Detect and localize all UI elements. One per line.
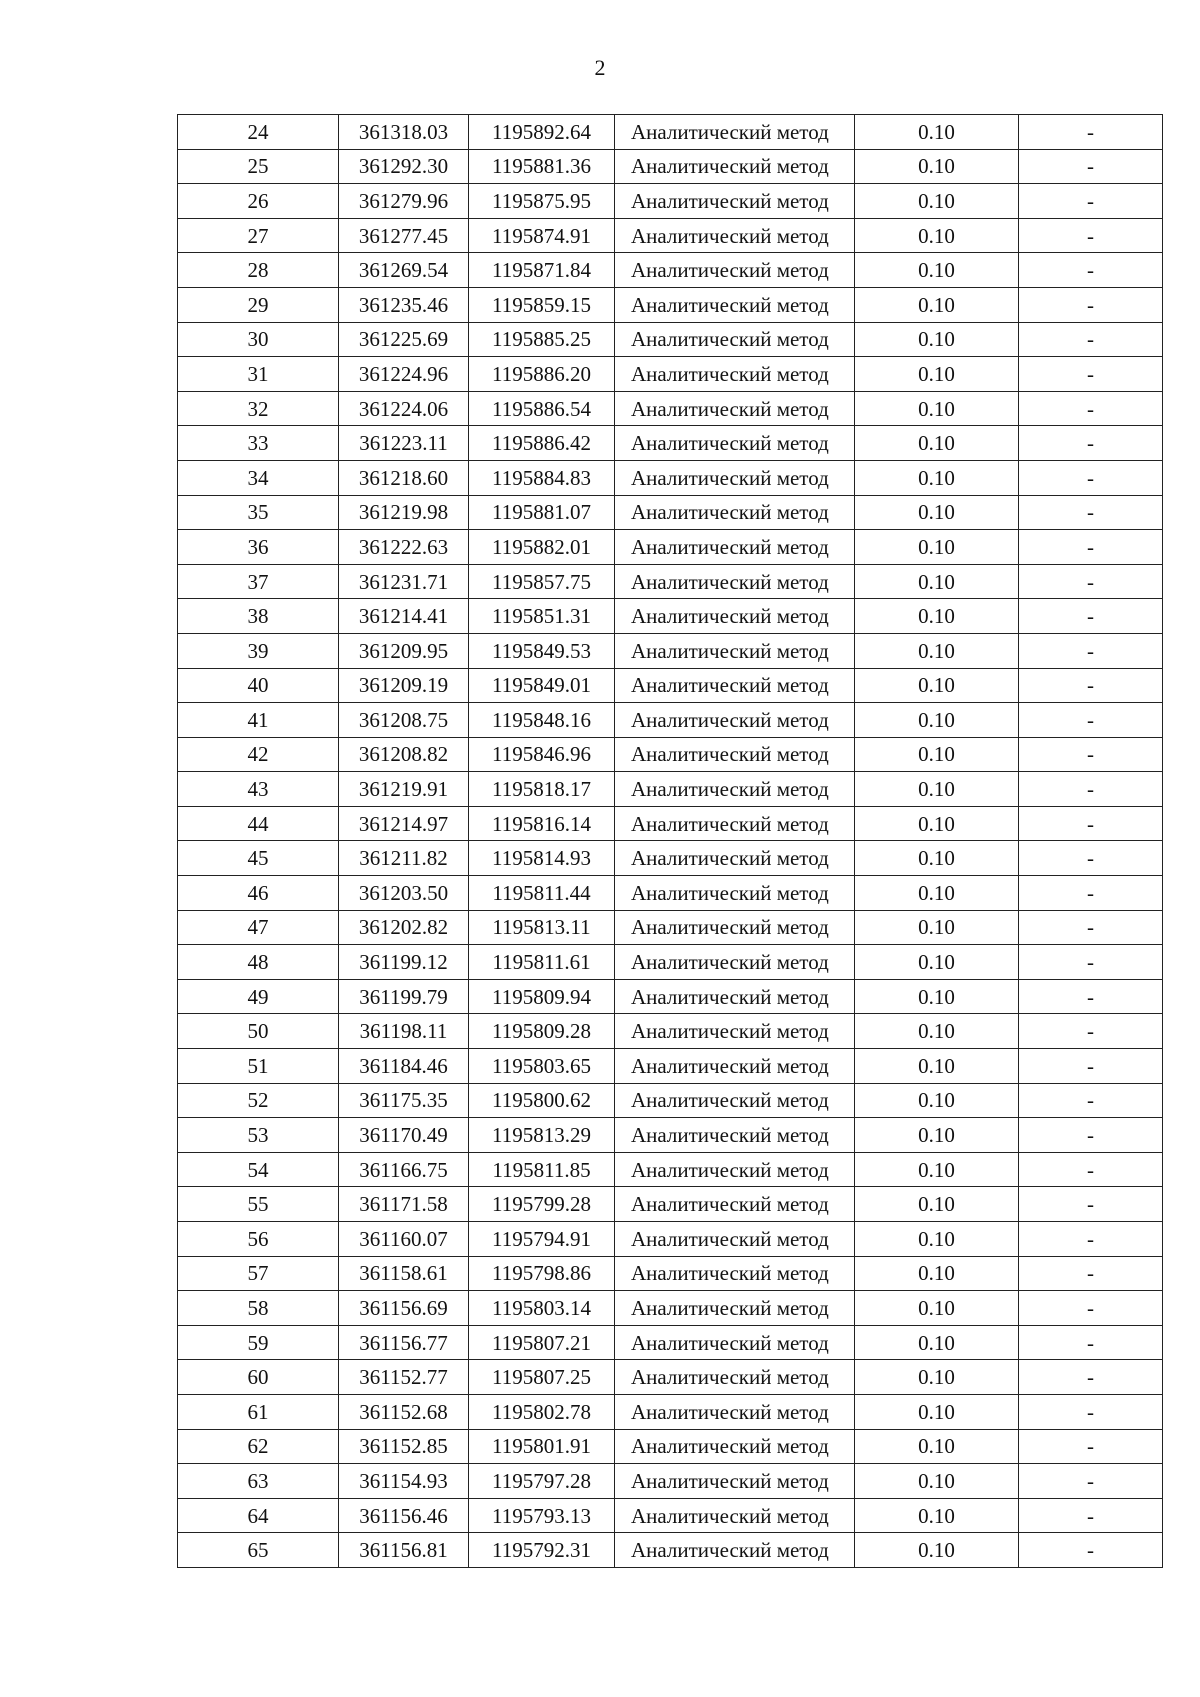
note-cell: - [1019,772,1163,807]
note-cell: - [1019,115,1163,150]
y-coordinate-cell: 1195886.42 [469,426,615,461]
y-coordinate-cell: 1195846.96 [469,737,615,772]
method-cell: Аналитический метод [615,1152,855,1187]
table-row [178,1394,1163,1429]
y-coordinate-cell: 1195848.16 [469,703,615,738]
x-coordinate-cell: 361198.11 [339,1014,469,1049]
note-cell: - [1019,184,1163,219]
accuracy-cell: 0.10 [855,357,1019,392]
x-coordinate-cell: 361209.19 [339,668,469,703]
table-row [178,703,1163,738]
method-cell: Аналитический метод [615,633,855,668]
table-row [178,979,1163,1014]
table-row [178,599,1163,634]
note-cell: - [1019,322,1163,357]
y-coordinate-cell: 1195816.14 [469,806,615,841]
y-coordinate-cell: 1195798.86 [469,1256,615,1291]
method-cell: Аналитический метод [615,530,855,565]
point-number-cell: 54 [178,1152,339,1187]
y-coordinate-cell: 1195885.25 [469,322,615,357]
accuracy-cell: 0.10 [855,253,1019,288]
coordinates-table-body [178,115,1163,1568]
table-row [178,184,1163,219]
point-number-cell: 52 [178,1083,339,1118]
x-coordinate-cell: 361208.82 [339,737,469,772]
y-coordinate-cell: 1195811.85 [469,1152,615,1187]
table-row [178,1291,1163,1326]
note-cell: - [1019,1256,1163,1291]
note-cell: - [1019,737,1163,772]
point-number-cell: 40 [178,668,339,703]
x-coordinate-cell: 361175.35 [339,1083,469,1118]
point-number-cell: 37 [178,564,339,599]
method-cell: Аналитический метод [615,1118,855,1153]
point-number-cell: 56 [178,1222,339,1257]
point-number-cell: 30 [178,322,339,357]
x-coordinate-cell: 361218.60 [339,460,469,495]
point-number-cell: 39 [178,633,339,668]
point-number-cell: 46 [178,876,339,911]
point-number-cell: 24 [178,115,339,150]
table-row [178,115,1163,150]
note-cell: - [1019,668,1163,703]
accuracy-cell: 0.10 [855,1360,1019,1395]
table-row [178,1498,1163,1533]
note-cell: - [1019,1152,1163,1187]
y-coordinate-cell: 1195800.62 [469,1083,615,1118]
y-coordinate-cell: 1195802.78 [469,1394,615,1429]
method-cell: Аналитический метод [615,1049,855,1084]
table-row [178,876,1163,911]
accuracy-cell: 0.10 [855,1291,1019,1326]
note-cell: - [1019,1083,1163,1118]
x-coordinate-cell: 361277.45 [339,218,469,253]
x-coordinate-cell: 361166.75 [339,1152,469,1187]
point-number-cell: 64 [178,1498,339,1533]
x-coordinate-cell: 361156.81 [339,1533,469,1568]
method-cell: Аналитический метод [615,1498,855,1533]
method-cell: Аналитический метод [615,495,855,530]
note-cell: - [1019,530,1163,565]
accuracy-cell: 0.10 [855,876,1019,911]
accuracy-cell: 0.10 [855,979,1019,1014]
table-row [178,1360,1163,1395]
note-cell: - [1019,599,1163,634]
method-cell: Аналитический метод [615,772,855,807]
table-row [178,910,1163,945]
y-coordinate-cell: 1195807.25 [469,1360,615,1395]
y-coordinate-cell: 1195859.15 [469,287,615,322]
table-row [178,945,1163,980]
method-cell: Аналитический метод [615,287,855,322]
y-coordinate-cell: 1195881.36 [469,149,615,184]
note-cell: - [1019,1014,1163,1049]
method-cell: Аналитический метод [615,253,855,288]
x-coordinate-cell: 361318.03 [339,115,469,150]
accuracy-cell: 0.10 [855,495,1019,530]
method-cell: Аналитический метод [615,460,855,495]
point-number-cell: 33 [178,426,339,461]
table-row [178,530,1163,565]
table-row [178,806,1163,841]
method-cell: Аналитический метод [615,218,855,253]
x-coordinate-cell: 361292.30 [339,149,469,184]
note-cell: - [1019,1118,1163,1153]
note-cell: - [1019,564,1163,599]
note-cell: - [1019,910,1163,945]
accuracy-cell: 0.10 [855,633,1019,668]
note-cell: - [1019,1533,1163,1568]
point-number-cell: 49 [178,979,339,1014]
table-row [178,253,1163,288]
note-cell: - [1019,945,1163,980]
note-cell: - [1019,806,1163,841]
method-cell: Аналитический метод [615,1083,855,1118]
note-cell: - [1019,1429,1163,1464]
method-cell: Аналитический метод [615,1394,855,1429]
accuracy-cell: 0.10 [855,1152,1019,1187]
x-coordinate-cell: 361152.68 [339,1394,469,1429]
x-coordinate-cell: 361156.46 [339,1498,469,1533]
x-coordinate-cell: 361235.46 [339,287,469,322]
y-coordinate-cell: 1195871.84 [469,253,615,288]
accuracy-cell: 0.10 [855,1083,1019,1118]
x-coordinate-cell: 361171.58 [339,1187,469,1222]
accuracy-cell: 0.10 [855,945,1019,980]
note-cell: - [1019,633,1163,668]
accuracy-cell: 0.10 [855,564,1019,599]
accuracy-cell: 0.10 [855,703,1019,738]
y-coordinate-cell: 1195809.28 [469,1014,615,1049]
table-row [178,391,1163,426]
table-row [178,495,1163,530]
accuracy-cell: 0.10 [855,1014,1019,1049]
x-coordinate-cell: 361211.82 [339,841,469,876]
table-row [178,1014,1163,1049]
method-cell: Аналитический метод [615,391,855,426]
table-row [178,1187,1163,1222]
point-number-cell: 50 [178,1014,339,1049]
y-coordinate-cell: 1195792.31 [469,1533,615,1568]
note-cell: - [1019,495,1163,530]
y-coordinate-cell: 1195794.91 [469,1222,615,1257]
x-coordinate-cell: 361279.96 [339,184,469,219]
table-row [178,772,1163,807]
y-coordinate-cell: 1195797.28 [469,1464,615,1499]
method-cell: Аналитический метод [615,322,855,357]
method-cell: Аналитический метод [615,876,855,911]
point-number-cell: 44 [178,806,339,841]
accuracy-cell: 0.10 [855,1533,1019,1568]
table-row [178,1429,1163,1464]
x-coordinate-cell: 361160.07 [339,1222,469,1257]
method-cell: Аналитический метод [615,357,855,392]
note-cell: - [1019,1360,1163,1395]
table-row [178,1152,1163,1187]
point-number-cell: 26 [178,184,339,219]
x-coordinate-cell: 361156.69 [339,1291,469,1326]
note-cell: - [1019,391,1163,426]
point-number-cell: 51 [178,1049,339,1084]
accuracy-cell: 0.10 [855,1256,1019,1291]
note-cell: - [1019,149,1163,184]
y-coordinate-cell: 1195886.54 [469,391,615,426]
note-cell: - [1019,253,1163,288]
x-coordinate-cell: 361184.46 [339,1049,469,1084]
x-coordinate-cell: 361224.06 [339,391,469,426]
note-cell: - [1019,287,1163,322]
method-cell: Аналитический метод [615,1360,855,1395]
accuracy-cell: 0.10 [855,772,1019,807]
accuracy-cell: 0.10 [855,149,1019,184]
point-number-cell: 27 [178,218,339,253]
point-number-cell: 48 [178,945,339,980]
point-number-cell: 65 [178,1533,339,1568]
method-cell: Аналитический метод [615,599,855,634]
table-row [178,357,1163,392]
x-coordinate-cell: 361231.71 [339,564,469,599]
accuracy-cell: 0.10 [855,287,1019,322]
y-coordinate-cell: 1195811.61 [469,945,615,980]
point-number-cell: 59 [178,1325,339,1360]
x-coordinate-cell: 361208.75 [339,703,469,738]
y-coordinate-cell: 1195886.20 [469,357,615,392]
point-number-cell: 32 [178,391,339,426]
accuracy-cell: 0.10 [855,599,1019,634]
x-coordinate-cell: 361269.54 [339,253,469,288]
y-coordinate-cell: 1195809.94 [469,979,615,1014]
x-coordinate-cell: 361222.63 [339,530,469,565]
table-row [178,149,1163,184]
accuracy-cell: 0.10 [855,737,1019,772]
note-cell: - [1019,1464,1163,1499]
y-coordinate-cell: 1195892.64 [469,115,615,150]
accuracy-cell: 0.10 [855,1464,1019,1499]
accuracy-cell: 0.10 [855,1187,1019,1222]
point-number-cell: 55 [178,1187,339,1222]
point-number-cell: 25 [178,149,339,184]
accuracy-cell: 0.10 [855,184,1019,219]
x-coordinate-cell: 361152.85 [339,1429,469,1464]
accuracy-cell: 0.10 [855,910,1019,945]
method-cell: Аналитический метод [615,184,855,219]
note-cell: - [1019,841,1163,876]
method-cell: Аналитический метод [615,1014,855,1049]
note-cell: - [1019,1291,1163,1326]
table-row [178,737,1163,772]
accuracy-cell: 0.10 [855,460,1019,495]
note-cell: - [1019,357,1163,392]
note-cell: - [1019,1187,1163,1222]
y-coordinate-cell: 1195803.14 [469,1291,615,1326]
method-cell: Аналитический метод [615,149,855,184]
point-number-cell: 36 [178,530,339,565]
x-coordinate-cell: 361223.11 [339,426,469,461]
point-number-cell: 28 [178,253,339,288]
note-cell: - [1019,1394,1163,1429]
x-coordinate-cell: 361224.96 [339,357,469,392]
method-cell: Аналитический метод [615,703,855,738]
method-cell: Аналитический метод [615,1187,855,1222]
point-number-cell: 34 [178,460,339,495]
point-number-cell: 31 [178,357,339,392]
accuracy-cell: 0.10 [855,1049,1019,1084]
point-number-cell: 29 [178,287,339,322]
y-coordinate-cell: 1195814.93 [469,841,615,876]
note-cell: - [1019,703,1163,738]
x-coordinate-cell: 361219.98 [339,495,469,530]
method-cell: Аналитический метод [615,910,855,945]
accuracy-cell: 0.10 [855,806,1019,841]
method-cell: Аналитический метод [615,806,855,841]
method-cell: Аналитический метод [615,1291,855,1326]
note-cell: - [1019,460,1163,495]
table-row [178,1118,1163,1153]
table-row [178,1083,1163,1118]
y-coordinate-cell: 1195857.75 [469,564,615,599]
x-coordinate-cell: 361225.69 [339,322,469,357]
method-cell: Аналитический метод [615,945,855,980]
note-cell: - [1019,876,1163,911]
y-coordinate-cell: 1195849.53 [469,633,615,668]
table-row [178,322,1163,357]
y-coordinate-cell: 1195874.91 [469,218,615,253]
table-row [178,1325,1163,1360]
method-cell: Аналитический метод [615,668,855,703]
x-coordinate-cell: 361219.91 [339,772,469,807]
point-number-cell: 43 [178,772,339,807]
method-cell: Аналитический метод [615,841,855,876]
y-coordinate-cell: 1195813.29 [469,1118,615,1153]
x-coordinate-cell: 361199.79 [339,979,469,1014]
x-coordinate-cell: 361209.95 [339,633,469,668]
table-row [178,668,1163,703]
x-coordinate-cell: 361158.61 [339,1256,469,1291]
method-cell: Аналитический метод [615,1256,855,1291]
x-coordinate-cell: 361214.41 [339,599,469,634]
y-coordinate-cell: 1195811.44 [469,876,615,911]
y-coordinate-cell: 1195807.21 [469,1325,615,1360]
method-cell: Аналитический метод [615,979,855,1014]
point-number-cell: 42 [178,737,339,772]
table-row [178,1049,1163,1084]
y-coordinate-cell: 1195793.13 [469,1498,615,1533]
method-cell: Аналитический метод [615,1429,855,1464]
y-coordinate-cell: 1195803.65 [469,1049,615,1084]
note-cell: - [1019,1325,1163,1360]
point-number-cell: 63 [178,1464,339,1499]
y-coordinate-cell: 1195813.11 [469,910,615,945]
accuracy-cell: 0.10 [855,1118,1019,1153]
point-number-cell: 41 [178,703,339,738]
method-cell: Аналитический метод [615,1222,855,1257]
point-number-cell: 35 [178,495,339,530]
point-number-cell: 61 [178,1394,339,1429]
point-number-cell: 60 [178,1360,339,1395]
accuracy-cell: 0.10 [855,1498,1019,1533]
y-coordinate-cell: 1195849.01 [469,668,615,703]
y-coordinate-cell: 1195851.31 [469,599,615,634]
method-cell: Аналитический метод [615,1325,855,1360]
accuracy-cell: 0.10 [855,530,1019,565]
x-coordinate-cell: 361203.50 [339,876,469,911]
point-number-cell: 47 [178,910,339,945]
accuracy-cell: 0.10 [855,1325,1019,1360]
point-number-cell: 38 [178,599,339,634]
page-number: 2 [594,55,606,80]
table-row [178,633,1163,668]
y-coordinate-cell: 1195801.91 [469,1429,615,1464]
accuracy-cell: 0.10 [855,1429,1019,1464]
method-cell: Аналитический метод [615,1533,855,1568]
accuracy-cell: 0.10 [855,841,1019,876]
table-row [178,218,1163,253]
method-cell: Аналитический метод [615,737,855,772]
table-row [178,460,1163,495]
x-coordinate-cell: 361170.49 [339,1118,469,1153]
method-cell: Аналитический метод [615,115,855,150]
y-coordinate-cell: 1195884.83 [469,460,615,495]
table-row [178,426,1163,461]
method-cell: Аналитический метод [615,426,855,461]
accuracy-cell: 0.10 [855,115,1019,150]
method-cell: Аналитический метод [615,564,855,599]
point-number-cell: 45 [178,841,339,876]
note-cell: - [1019,979,1163,1014]
table-row [178,1256,1163,1291]
table-row [178,841,1163,876]
accuracy-cell: 0.10 [855,1394,1019,1429]
x-coordinate-cell: 361152.77 [339,1360,469,1395]
table-row [178,1533,1163,1568]
accuracy-cell: 0.10 [855,218,1019,253]
accuracy-cell: 0.10 [855,322,1019,357]
note-cell: - [1019,218,1163,253]
point-number-cell: 58 [178,1291,339,1326]
x-coordinate-cell: 361202.82 [339,910,469,945]
point-number-cell: 53 [178,1118,339,1153]
point-number-cell: 57 [178,1256,339,1291]
note-cell: - [1019,426,1163,461]
note-cell: - [1019,1222,1163,1257]
accuracy-cell: 0.10 [855,1222,1019,1257]
method-cell: Аналитический метод [615,1464,855,1499]
note-cell: - [1019,1049,1163,1084]
accuracy-cell: 0.10 [855,391,1019,426]
y-coordinate-cell: 1195882.01 [469,530,615,565]
accuracy-cell: 0.10 [855,668,1019,703]
x-coordinate-cell: 361199.12 [339,945,469,980]
y-coordinate-cell: 1195818.17 [469,772,615,807]
y-coordinate-cell: 1195875.95 [469,184,615,219]
point-number-cell: 62 [178,1429,339,1464]
table-row [178,564,1163,599]
note-cell: - [1019,1498,1163,1533]
y-coordinate-cell: 1195881.07 [469,495,615,530]
table-row [178,1464,1163,1499]
y-coordinate-cell: 1195799.28 [469,1187,615,1222]
table-row [178,1222,1163,1257]
x-coordinate-cell: 361214.97 [339,806,469,841]
x-coordinate-cell: 361154.93 [339,1464,469,1499]
accuracy-cell: 0.10 [855,426,1019,461]
coordinates-table [177,114,1163,1568]
table-row [178,287,1163,322]
x-coordinate-cell: 361156.77 [339,1325,469,1360]
